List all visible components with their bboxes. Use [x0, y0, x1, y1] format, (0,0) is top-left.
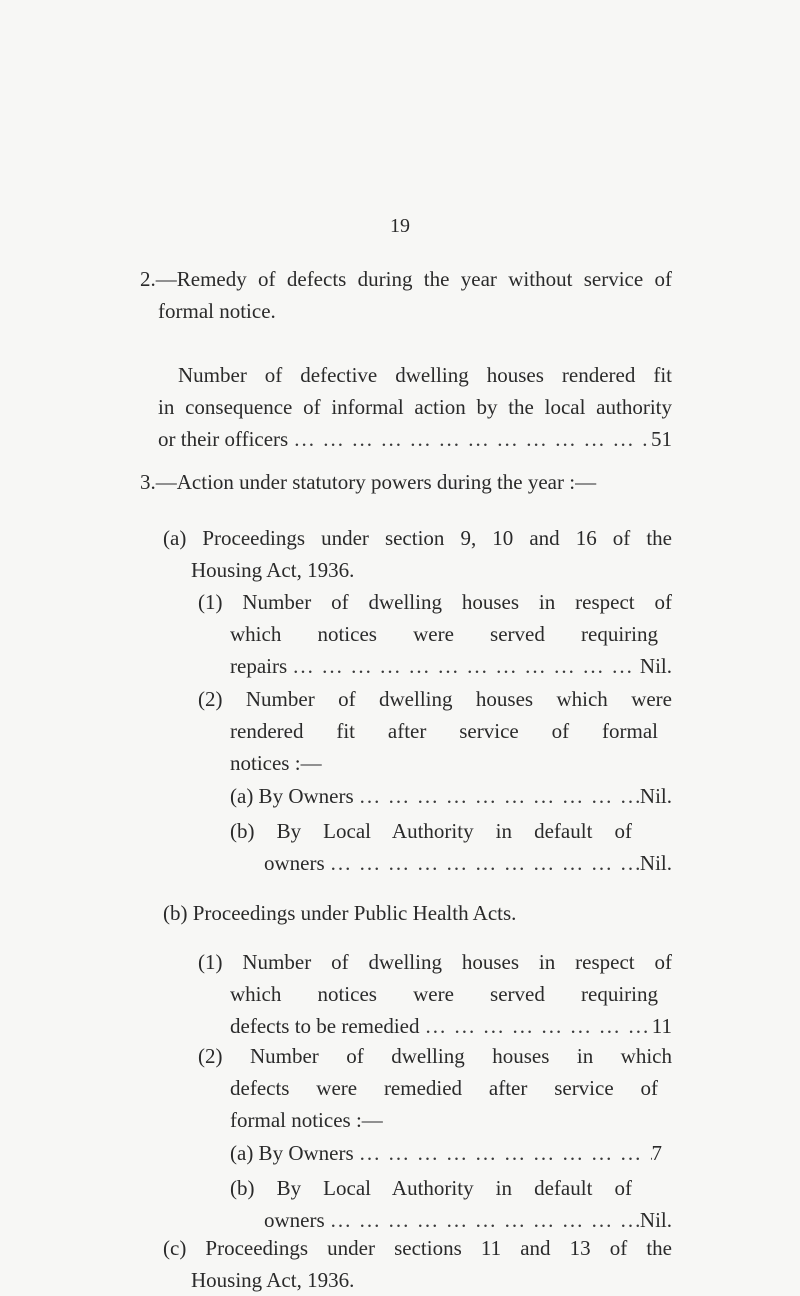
section-3a-by-local-value: Nil.: [639, 851, 672, 875]
section-3a-item-2: [198, 683, 672, 779]
section-3b-item-1-line-2: which notices were served requiring: [230, 982, 658, 1006]
section-3a-item-1-row: [198, 650, 672, 682]
section-3a-by-local-line-2: owners: [264, 851, 325, 875]
section-3a-by-local-row: [230, 847, 672, 879]
leader-dots: [354, 780, 640, 812]
section-3b-by-local: [230, 1172, 672, 1236]
leader-dots: [420, 1010, 652, 1042]
section-3b-by-owners-label: (a) By Owners: [230, 1141, 354, 1165]
section-3a-line-2: Housing Act, 1936.: [191, 558, 355, 582]
section-3b-item-2-line-1: (2) Number of dwelling houses in which: [198, 1044, 672, 1068]
section-3b-item-1: [198, 946, 672, 1042]
section-2-heading-line-2: formal notice.: [158, 299, 276, 323]
section-3c: [163, 1232, 672, 1296]
section-2-paragraph: [158, 359, 672, 455]
section-2-para-line-3: or their officers: [158, 427, 289, 451]
leader-dots: [287, 650, 640, 682]
section-3-heading: [140, 466, 672, 498]
section-3b-item-2-line-2: defects were remedied after service of: [230, 1076, 658, 1100]
section-3-heading-text: 3.—Action under statutory powers during the year :—: [140, 470, 597, 494]
section-3b-item-1-value: 11: [651, 1014, 672, 1038]
section-3b: [163, 897, 672, 929]
section-3c-line-1: (c) Proceedings under sections 11 and 13 of the: [163, 1236, 672, 1260]
section-3b-line-1: (b) Proceedings under Public Health Acts.: [163, 901, 517, 925]
section-3a-item-2-line-1: (2) Number of dwelling houses which were: [198, 687, 672, 711]
section-3a-line-1: (a) Proceedings under section 9, 10 and 16 of the: [163, 526, 672, 550]
section-2-heading: [140, 263, 672, 327]
page-number: 19: [390, 215, 410, 237]
section-3a: [163, 522, 672, 586]
section-3a-item-1-line-2: which notices were served requiring: [230, 622, 658, 646]
section-3a-item-1-value: Nil.: [639, 654, 672, 678]
leader-dots: [325, 847, 640, 879]
section-3a-item-1-line-3: repairs: [230, 654, 288, 678]
section-3a-item-2-line-3: notices :—: [230, 751, 322, 775]
section-3a-by-owners-value: Nil.: [639, 784, 672, 808]
section-3b-by-local-line-2: owners: [264, 1208, 325, 1232]
section-3b-by-local-line-1: (b) By Local Authority in default of: [230, 1176, 632, 1200]
section-2-para-line-1: Number of defective dwelling houses rendered fit: [178, 363, 672, 387]
section-3a-by-owners: [230, 780, 672, 812]
section-3a-by-local-line-1: (b) By Local Authority in default of: [230, 819, 632, 843]
leader-dots: [354, 1137, 652, 1169]
leader-dots: [288, 423, 651, 455]
section-3b-item-1-line-3: defects to be remedied: [230, 1014, 420, 1038]
section-3b-item-1-row: [198, 1010, 672, 1042]
section-3a-by-local: [230, 815, 672, 879]
section-3a-item-1-line-1: (1) Number of dwelling houses in respect of: [198, 590, 672, 614]
section-2-total-row: [158, 423, 672, 455]
section-3b-item-2-line-3: formal notices :—: [230, 1108, 383, 1132]
section-3a-by-owners-label: (a) By Owners: [230, 784, 354, 808]
section-2-heading-line-1: 2.—Remedy of defects during the year without service of: [140, 267, 672, 291]
section-3a-by-owners-row: [230, 780, 672, 812]
section-3b-by-owners-row: [230, 1137, 672, 1169]
section-3b-by-owners-value: 7: [651, 1141, 662, 1165]
section-2-para-line-2: in consequence of informal action by the local authority: [158, 395, 672, 419]
section-3b-by-owners: [230, 1137, 672, 1169]
section-3a-item-2-line-2: rendered fit after service of formal: [230, 719, 658, 743]
section-3a-item-1: [198, 586, 672, 682]
section-3b-by-local-value: Nil.: [639, 1208, 672, 1232]
section-3b-item-1-line-1: (1) Number of dwelling houses in respect of: [198, 950, 672, 974]
section-3b-item-2: [198, 1040, 672, 1136]
section-2-value: 51: [651, 427, 672, 451]
section-3c-line-2: Housing Act, 1936.: [191, 1268, 355, 1292]
